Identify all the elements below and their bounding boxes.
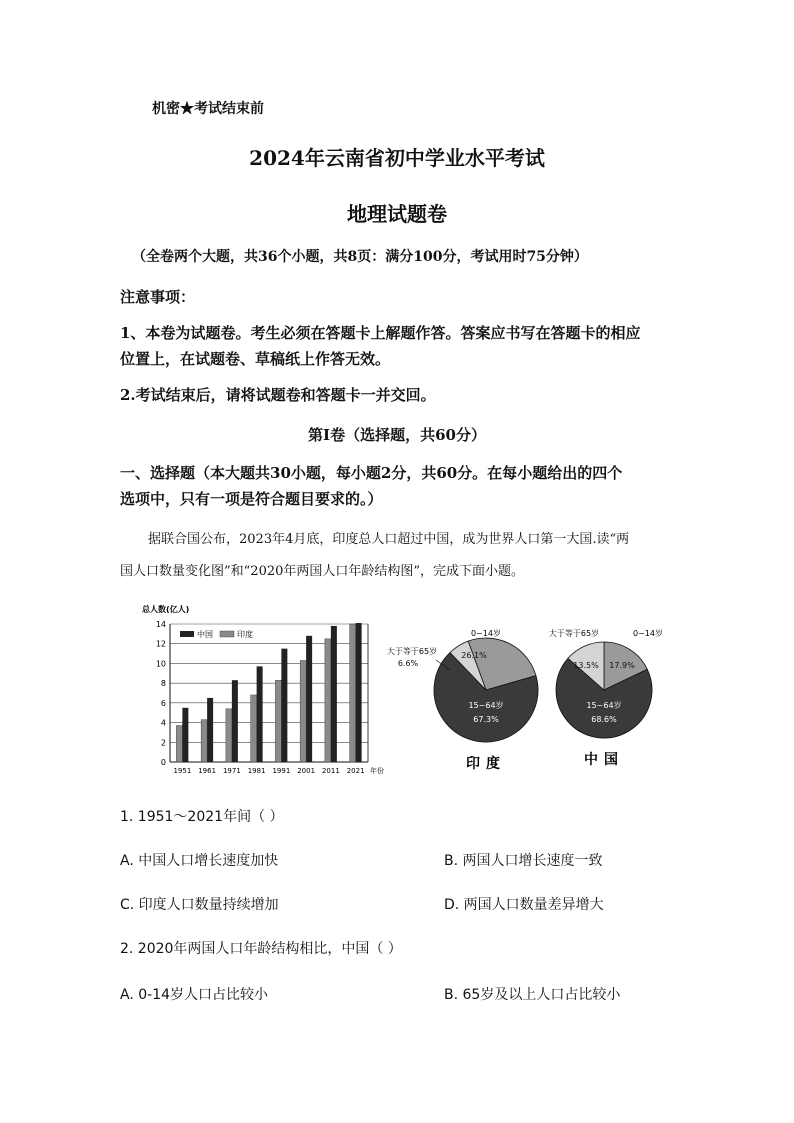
x-tick-label: 2001 <box>297 767 316 775</box>
intro-line-1: 据联合国公布，2023年4月底，印度总人口超过中国，成为世界人口第一大国.读“两 <box>148 532 630 547</box>
y-tick-label: 10 <box>155 659 166 669</box>
pie-value-label: 67.3% <box>473 715 499 724</box>
question-1-option-c: C. 印度人口数量持续增加 <box>120 897 279 913</box>
legend-label-india: 印度 <box>237 630 253 639</box>
section-heading-line-2: 选项中，只有一项是符合题目要求的。） <box>120 490 383 508</box>
notes-item-1-line-2: 位置上，在试题卷、草稿纸上作答无效。 <box>120 350 391 368</box>
legend-swatch-india <box>220 631 234 637</box>
question-1-option-d: D. 两国人口数量差异增大 <box>444 897 604 913</box>
question-2-option-a: A. 0-14岁人口占比较小 <box>120 987 269 1003</box>
question-2-stem: 2. 2020年两国人口年龄结构相比，中国（ ） <box>120 941 402 957</box>
question-1-option-b: B. 两国人口增长速度一致 <box>444 853 603 869</box>
pie-title: 中国 <box>584 752 624 768</box>
y-tick-label: 12 <box>155 639 166 649</box>
y-tick-label: 14 <box>155 620 166 629</box>
bar-india <box>201 720 207 762</box>
y-axis-label: 总人数(亿人) <box>142 605 190 614</box>
x-tick-label: 1981 <box>247 767 266 775</box>
exam-info: （全卷两个大题，共36个小题，共8页：满分100分，考试用时75分钟） <box>132 249 588 265</box>
bar-india <box>350 624 356 762</box>
bar-china <box>207 698 213 762</box>
part1-title: 第Ⅰ卷（选择题，共60分） <box>308 426 486 444</box>
legend-swatch-china <box>180 631 194 637</box>
x-tick-label: 1971 <box>222 767 241 775</box>
notes-item-2: 2.考试结束后，请将试题卷和答题卡一并交回。 <box>120 386 436 404</box>
bar-china <box>281 649 287 762</box>
china-age-pie-chart <box>544 598 664 778</box>
bar-china <box>232 680 238 762</box>
x-tick-label: 1991 <box>272 767 291 775</box>
section-heading-line-1: 一、选择题（本大题共30小题，每小题2分，共60分。在每小题给出的四个 <box>120 464 623 482</box>
question-1-stem: 1. 1951～2021年间（ ） <box>120 809 284 825</box>
bar-india <box>176 726 182 762</box>
pie-category-label: 0~14岁 <box>471 629 501 638</box>
x-tick-label: 2011 <box>321 767 340 775</box>
population-bar-chart <box>140 598 384 778</box>
bar-india <box>275 680 281 762</box>
pie-category-label: 15~64岁 <box>468 701 504 710</box>
bar-china <box>306 636 312 762</box>
x-tick-label: 1961 <box>198 767 217 775</box>
pie-category-label: 大于等于65岁 <box>386 647 438 656</box>
y-tick-label: 4 <box>160 718 166 728</box>
bar-china <box>331 626 337 762</box>
pie-value-label: 13.5% <box>573 661 599 670</box>
charts-area <box>140 598 663 778</box>
question-2-option-b: B. 65岁及以上人口占比较小 <box>444 987 621 1003</box>
exam-title: 2024年云南省初中学业水平考试 <box>249 146 545 170</box>
pie-value-label: 26.1% <box>461 651 487 660</box>
pie-category-label: 大于等于65岁 <box>548 629 600 638</box>
bar-india <box>251 695 257 762</box>
confidential-mark: 机密★考试结束前 <box>152 101 264 117</box>
bar-india <box>300 660 306 762</box>
y-tick-label: 0 <box>160 758 166 767</box>
intro-line-2: 国人口数量变化图”和“2020年两国人口年龄结构图”，完成下面小题。 <box>120 564 525 579</box>
pie-value-label: 17.9% <box>609 661 635 670</box>
x-axis-label: 年份 <box>370 767 384 775</box>
y-tick-label: 8 <box>160 679 166 689</box>
india-age-pie-chart <box>388 598 548 778</box>
bar-india <box>226 709 232 762</box>
bar-china <box>356 623 362 762</box>
pie-value-label: 68.6% <box>591 715 617 724</box>
notes-heading: 注意事项： <box>120 288 196 306</box>
x-tick-label: 1951 <box>173 767 192 775</box>
x-tick-label: 2021 <box>346 767 365 775</box>
y-tick-label: 6 <box>160 698 166 708</box>
bar-india <box>325 639 331 762</box>
pie-value-label: 6.6% <box>397 659 419 668</box>
question-1-option-a: A. 中国人口增长速度加快 <box>120 853 279 869</box>
pie-category-label: 15~64岁 <box>586 701 622 710</box>
bar-china <box>182 708 188 762</box>
y-tick-label: 2 <box>160 738 166 748</box>
pie-category-label: 0~14岁 <box>633 629 663 638</box>
notes-item-1-line-1: 1、本卷为试题卷。考生必须在答题卡上解题作答。答案应书写在答题卡的相应 <box>120 324 641 342</box>
pie-title: 印度 <box>466 756 506 772</box>
bar-china <box>257 666 263 762</box>
exam-subtitle: 地理试题卷 <box>347 202 447 226</box>
legend-label-china: 中国 <box>197 630 213 639</box>
